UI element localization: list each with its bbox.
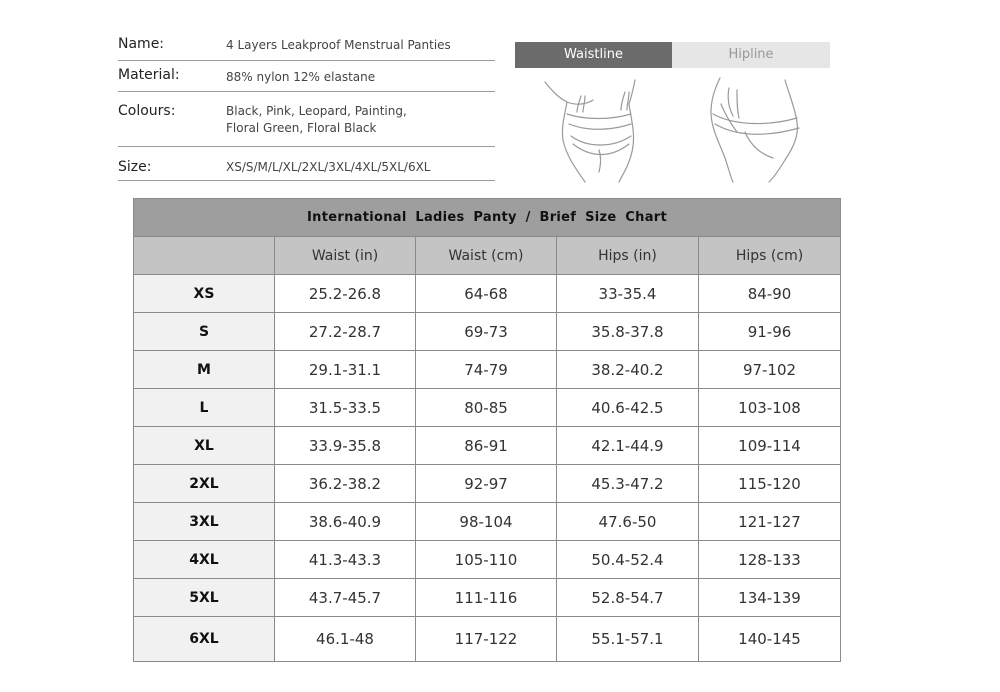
hips-cm-cell: 91-96 <box>699 313 841 351</box>
waist-cm-cell: 69-73 <box>416 313 557 351</box>
divider <box>118 146 495 147</box>
size-cell: L <box>134 389 275 427</box>
spec-colours-value-line2: Floral Green, Floral Black <box>226 121 377 135</box>
table-row <box>134 465 841 503</box>
hips-cm-cell: 140-145 <box>699 617 841 662</box>
waist-in-cell: 36.2-38.2 <box>275 465 416 503</box>
hips-in-cell: 52.8-54.7 <box>557 579 699 617</box>
waist-in-cell: 38.6-40.9 <box>275 503 416 541</box>
size-cell: 5XL <box>134 579 275 617</box>
size-cell: 4XL <box>134 541 275 579</box>
hips-cm-cell: 134-139 <box>699 579 841 617</box>
header-hips-in: Hips (in) <box>557 237 699 275</box>
divider <box>118 60 495 61</box>
hip-figure-icon <box>711 78 799 182</box>
waist-in-cell: 43.7-45.7 <box>275 579 416 617</box>
size-cell: XS <box>134 275 275 313</box>
table-row <box>134 351 841 389</box>
table-header-row <box>134 237 841 275</box>
header-corner-cell <box>134 237 275 275</box>
hips-in-cell: 38.2-40.2 <box>557 351 699 389</box>
waist-cm-cell: 64-68 <box>416 275 557 313</box>
hips-cm-cell: 103-108 <box>699 389 841 427</box>
hips-in-cell: 45.3-47.2 <box>557 465 699 503</box>
spec-name-label: Name: <box>118 36 165 52</box>
measurement-tabs <box>515 42 830 68</box>
hips-in-cell: 42.1-44.9 <box>557 427 699 465</box>
spec-colours-label: Colours: <box>118 103 176 119</box>
waist-in-cell: 27.2-28.7 <box>275 313 416 351</box>
size-cell: XL <box>134 427 275 465</box>
tab-waistline[interactable]: Waistline <box>515 42 672 68</box>
spec-size-value: XS/S/M/L/XL/2XL/3XL/4XL/5XL/6XL <box>226 160 431 174</box>
waist-in-cell: 25.2-26.8 <box>275 275 416 313</box>
table-row <box>134 313 841 351</box>
table-row <box>134 427 841 465</box>
hips-in-cell: 33-35.4 <box>557 275 699 313</box>
waist-in-cell: 41.3-43.3 <box>275 541 416 579</box>
hips-in-cell: 50.4-52.4 <box>557 541 699 579</box>
waist-in-cell: 33.9-35.8 <box>275 427 416 465</box>
size-cell: 6XL <box>134 617 275 662</box>
waist-cm-cell: 74-79 <box>416 351 557 389</box>
hips-cm-cell: 109-114 <box>699 427 841 465</box>
waist-cm-cell: 117-122 <box>416 617 557 662</box>
waist-in-cell: 29.1-31.1 <box>275 351 416 389</box>
header-waist-in: Waist (in) <box>275 237 416 275</box>
header-hips-cm: Hips (cm) <box>699 237 841 275</box>
header-waist-cm: Waist (cm) <box>416 237 557 275</box>
hips-in-cell: 35.8-37.8 <box>557 313 699 351</box>
size-chart-title: International Ladies Panty / Brief Size Chart <box>134 199 841 237</box>
waist-cm-cell: 92-97 <box>416 465 557 503</box>
table-row <box>134 617 841 662</box>
table-row <box>134 503 841 541</box>
hips-cm-cell: 128-133 <box>699 541 841 579</box>
hips-cm-cell: 115-120 <box>699 465 841 503</box>
spec-material-value: 88% nylon 12% elastane <box>226 70 376 84</box>
table-row <box>134 389 841 427</box>
size-cell: M <box>134 351 275 389</box>
waist-in-cell: 31.5-33.5 <box>275 389 416 427</box>
size-cell: 3XL <box>134 503 275 541</box>
spec-size-label: Size: <box>118 159 152 175</box>
waist-figure-icon <box>545 80 635 182</box>
size-chart-table <box>133 198 841 662</box>
table-row <box>134 541 841 579</box>
tab-hipline[interactable]: Hipline <box>672 42 830 68</box>
table-title-row <box>134 199 841 237</box>
waist-cm-cell: 98-104 <box>416 503 557 541</box>
divider <box>118 91 495 92</box>
measurement-illustration <box>515 74 830 184</box>
divider <box>118 180 495 181</box>
waist-cm-cell: 105-110 <box>416 541 557 579</box>
waist-cm-cell: 111-116 <box>416 579 557 617</box>
waist-cm-cell: 86-91 <box>416 427 557 465</box>
size-cell: S <box>134 313 275 351</box>
table-row <box>134 579 841 617</box>
hips-in-cell: 47.6-50 <box>557 503 699 541</box>
hips-in-cell: 55.1-57.1 <box>557 617 699 662</box>
spec-colours-value-line1: Black, Pink, Leopard, Painting, <box>226 104 407 118</box>
table-row <box>134 275 841 313</box>
hips-cm-cell: 121-127 <box>699 503 841 541</box>
waist-in-cell: 46.1-48 <box>275 617 416 662</box>
waist-cm-cell: 80-85 <box>416 389 557 427</box>
size-cell: 2XL <box>134 465 275 503</box>
hips-cm-cell: 97-102 <box>699 351 841 389</box>
spec-material-label: Material: <box>118 67 180 83</box>
hips-cm-cell: 84-90 <box>699 275 841 313</box>
spec-name-value: 4 Layers Leakproof Menstrual Panties <box>226 38 451 52</box>
hips-in-cell: 40.6-42.5 <box>557 389 699 427</box>
